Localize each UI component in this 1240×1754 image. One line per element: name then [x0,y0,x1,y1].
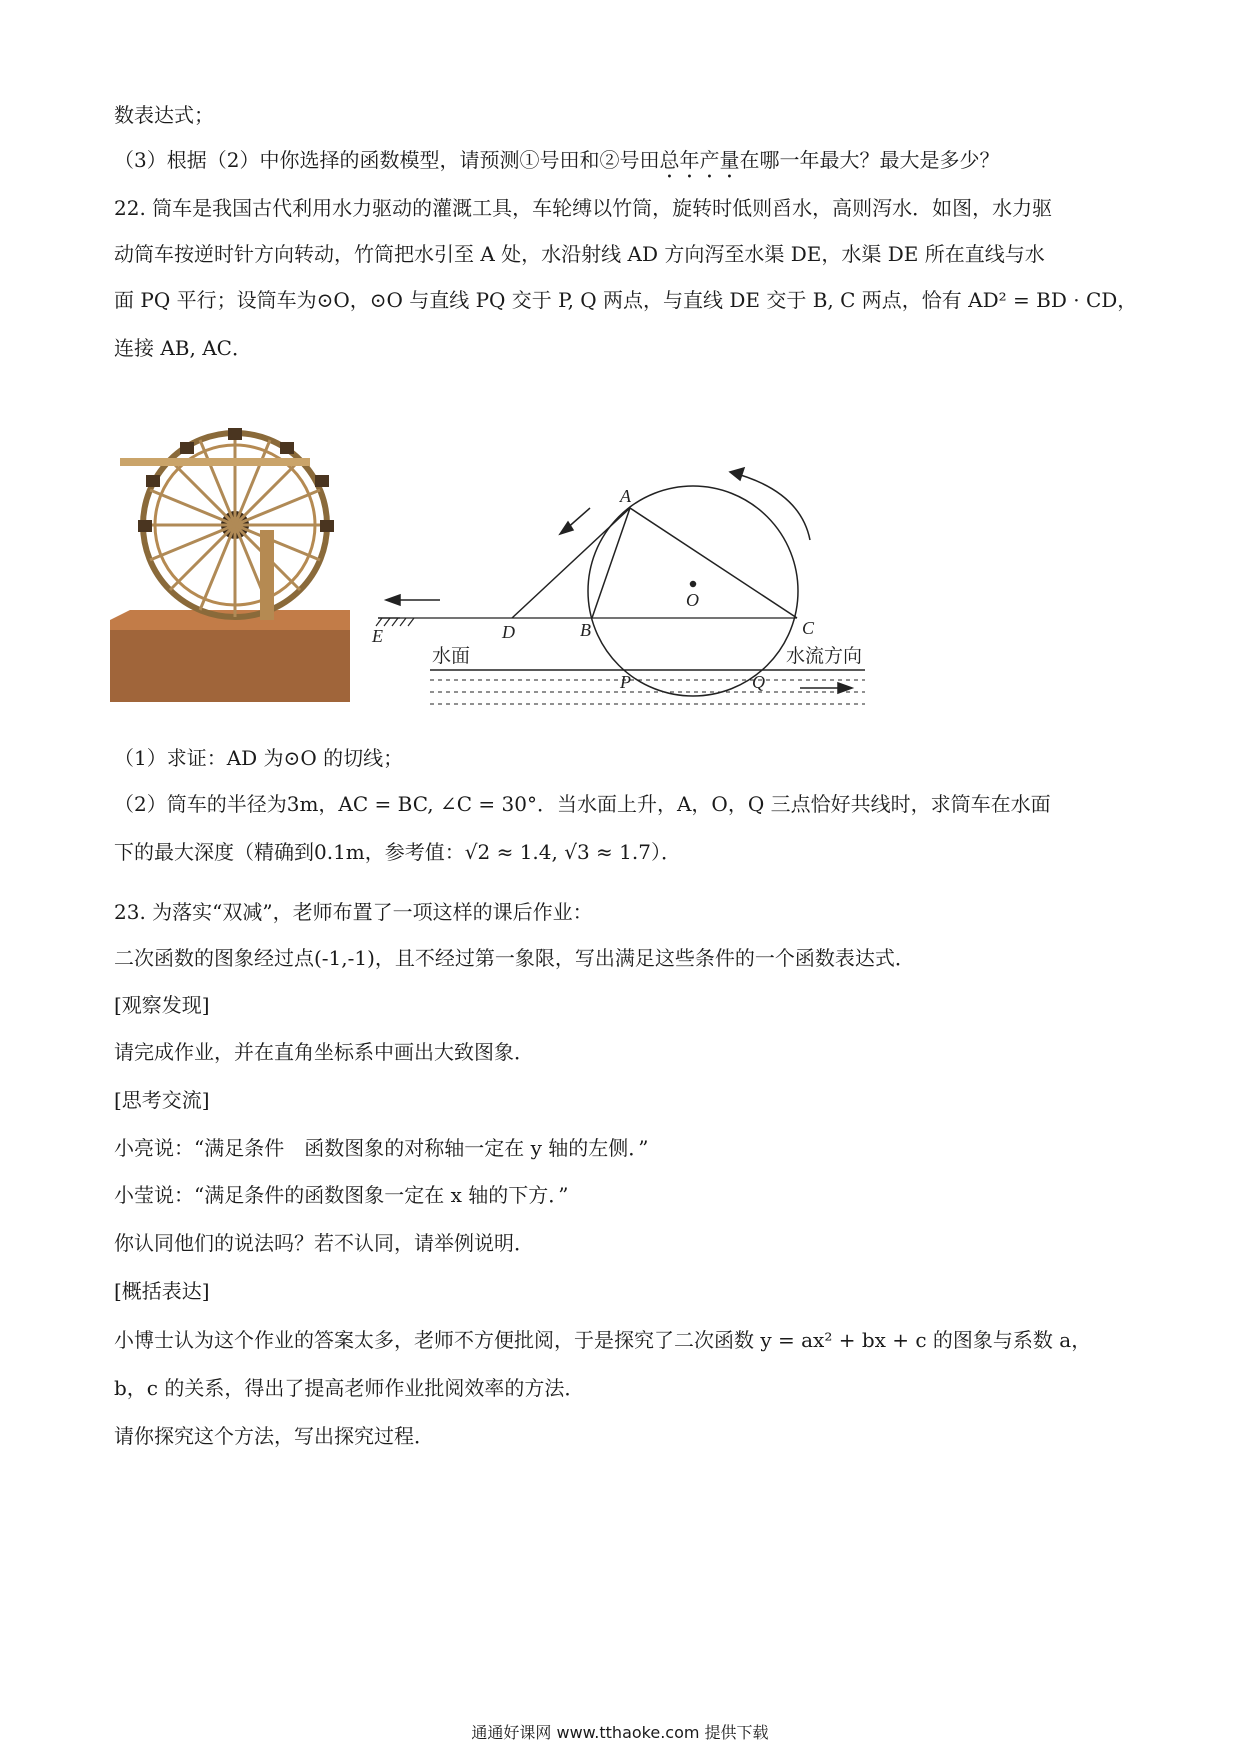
q23-line-5: 小莹说：“满足条件的函数图象一定在 x 轴的下方．” [114,1183,569,1207]
q23-line-7: 小博士认为这个作业的答案太多，老师不方便批阅，于是探究了二次函数 y = ax² + bx + c 的图象与系数 a， [114,1328,1092,1352]
q23-line-8: b，c 的关系，得出了提高老师作业批阅效率的方法． [114,1376,585,1400]
rotation-arrowhead [730,468,744,480]
channel-hatch [376,618,414,626]
q21-line-2-post: 在哪一年最大？最大是多少？ [739,148,1000,172]
q23-line-6: 你认同他们的说法吗？若不认同，请举例说明． [114,1231,534,1255]
q23-heading-observe: [观察发现] [114,993,210,1017]
figure-svg [110,420,870,710]
q23-heading-discuss: [思考交流] [114,1088,210,1112]
q23-line-2: 二次函数的图象经过点(-1,-1)，且不经过第一象限，写出满足这些条件的一个函数表达式． [114,946,915,970]
label-flow-direction: 水流方向 [786,645,863,667]
label-p: P [620,672,631,692]
q22-part-2a: （2）筒车的半径为3m，AC = BC, ∠C = 30°．当水面上升，A，O，Q 三点恰好共线时，求筒车在水面 [114,792,1051,816]
waterwheel-figure [110,420,870,710]
label-q: Q [752,672,765,692]
label-water-surface: 水面 [432,645,471,667]
q23-line-3: 请完成作业，并在直角坐标系中画出大致图象． [114,1040,534,1064]
waterwheel-photo [110,420,350,710]
label-c: C [802,618,815,638]
e-arrowhead [386,595,400,605]
label-b: B [580,620,591,640]
q21-line-2-pre: （3）根据（2）中你选择的函数模型，请预测①号田和②号田 [114,148,660,172]
q23-line-1: 23. 为落实“双减”，老师布置了一项这样的课后作业： [114,900,593,924]
label-d: D [502,622,515,642]
q23-heading-summarize: [概括表达] [114,1279,210,1303]
label-e: E [372,626,383,646]
water-dashes [430,680,865,704]
q21-line-2 [114,145,999,183]
rotation-arc [730,472,810,540]
q21-line-2-emphasis: 总年产量 [659,148,740,172]
q22-line-3: 面 PQ 平行；设筒车为⊙O，⊙O 与直线 PQ 交于 P, Q 两点，与直线 DE 交于 B, C 两点，恰有 AD² = BD · CD， [114,288,1138,312]
q22-line-2: 动筒车按逆时针方向转动，竹筒把水引至 A 处，水沿射线 AD 方向泻至水渠 DE，水渠 DE 所在直线与水 [114,242,1045,266]
q22-part-1: （1）求证：AD 为⊙O 的切线； [114,746,404,770]
q21-line-1: 数表达式； [114,103,214,127]
q22-line-4: 连接 AB, AC． [114,336,252,360]
figure-text-labels [432,645,862,667]
label-a: A [620,486,631,506]
q23-line-4: 小亮说：“满足条件 函数图象的对称轴一定在 y 轴的左侧．” [114,1136,649,1160]
segment-ac [630,508,797,618]
q22-line-1: 22. 筒车是我国古代利用水力驱动的灌溉工具，车轮缚以竹筒，旋转时低则舀水，高则泻水．如图，水力驱 [114,196,1053,220]
label-o: O [686,590,699,610]
q23-line-9: 请你探究这个方法，写出探究过程． [114,1424,434,1448]
q22-part-2b: 下的最大深度（精确到0.1m，参考值：√2 ≈ 1.4, √3 ≈ 1.7）． [114,840,681,864]
center-dot [691,582,696,587]
page-footer: 通通好课网 www.tthaoke.com 提供下载 [471,1723,769,1742]
